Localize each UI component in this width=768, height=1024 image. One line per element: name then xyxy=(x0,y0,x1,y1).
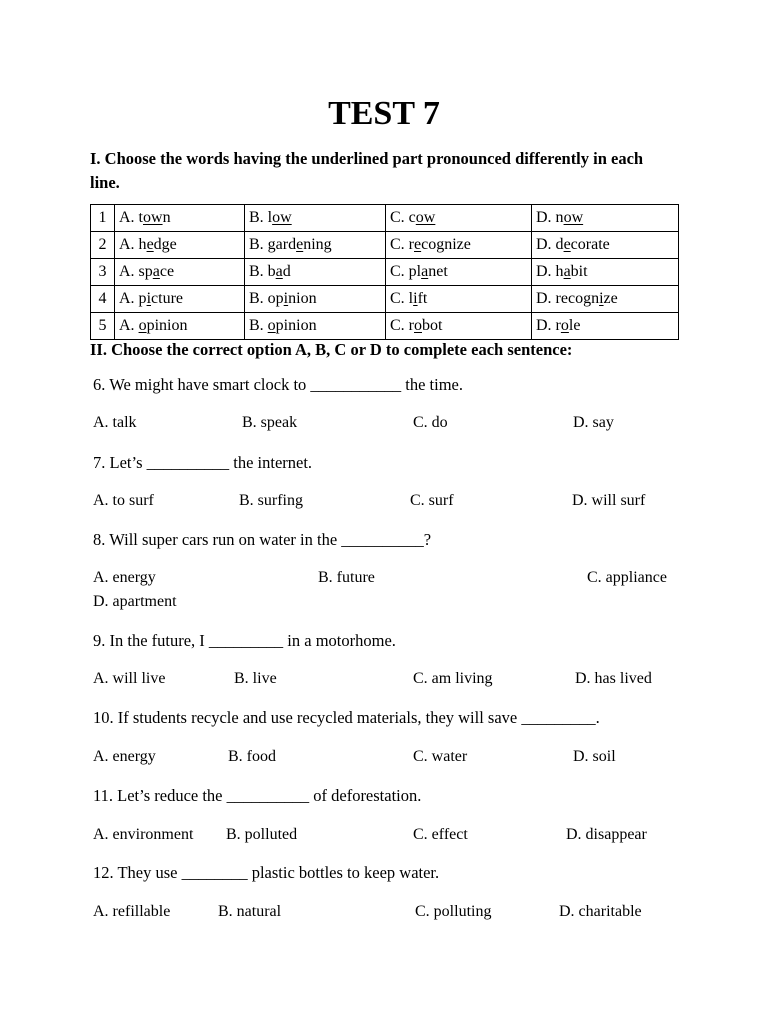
underlined-part: i xyxy=(413,290,418,307)
word-option xyxy=(532,259,679,286)
table-row xyxy=(91,232,679,259)
underlined-part: a xyxy=(421,263,429,280)
word-part: C. c xyxy=(390,209,416,226)
underlined-part: o xyxy=(267,317,276,334)
row-number: 2 xyxy=(91,232,115,259)
word-part: D. n xyxy=(536,209,564,226)
row-number: 1 xyxy=(91,205,115,232)
word-part: nion xyxy=(288,290,317,307)
answer-option: D. has lived xyxy=(575,670,652,687)
word-part: dge xyxy=(153,236,177,253)
answer-option: C. effect xyxy=(413,826,468,843)
question-10: 10. If students recycle and use recycled materials, they will save _________. xyxy=(93,708,600,727)
underlined-part: ow xyxy=(272,209,292,226)
word-part: C. r xyxy=(390,236,414,253)
question-9: 9. In the future, I _________ in a motorhome. xyxy=(93,631,396,650)
underlined-part: ow xyxy=(143,209,163,226)
word-part: corate xyxy=(570,236,610,253)
underlined-part: i xyxy=(283,290,289,307)
word-part: pinion xyxy=(146,317,188,334)
word-part: C. l xyxy=(390,290,414,307)
word-part: net xyxy=(428,263,448,280)
word-part: D. recogn xyxy=(536,290,600,307)
word-part: B. b xyxy=(249,263,276,280)
underlined-part: a xyxy=(563,263,571,280)
answer-option: C. do xyxy=(413,414,448,431)
underlined-part: e xyxy=(146,236,154,253)
word-option xyxy=(115,286,245,313)
answer-option: B. live xyxy=(234,670,277,687)
word-option xyxy=(245,205,386,232)
underlined-part: i xyxy=(599,290,604,307)
word-part: d xyxy=(282,263,291,280)
word-option xyxy=(532,232,679,259)
word-option xyxy=(386,313,532,340)
underlined-part: e xyxy=(296,236,304,253)
question-8: 8. Will super cars run on water in the __________? xyxy=(93,530,432,549)
answer-option: C. am living xyxy=(413,670,493,687)
pronunciation-table xyxy=(90,204,679,340)
word-part: A. h xyxy=(119,236,147,253)
word-part: bit xyxy=(570,263,588,280)
answer-option: D. disappear xyxy=(566,826,647,843)
table-row xyxy=(91,259,679,286)
underlined-part: a xyxy=(152,263,160,280)
answer-option: C. surf xyxy=(410,492,454,509)
row-number: 5 xyxy=(91,313,115,340)
page-title: TEST 7 xyxy=(328,95,440,132)
section-2-heading: II. Choose the correct option A, B, C or D to complete each sentence: xyxy=(90,340,573,359)
answer-option: A. to surf xyxy=(93,492,154,509)
table-row xyxy=(91,313,679,340)
underlined-part: ow xyxy=(415,209,436,226)
underlined-part: e xyxy=(563,236,571,253)
answer-option: D. apartment xyxy=(93,593,177,610)
answer-option: C. water xyxy=(413,748,468,765)
word-option xyxy=(245,286,386,313)
word-option xyxy=(386,232,532,259)
answer-option: D. charitable xyxy=(559,903,642,920)
word-option xyxy=(245,313,386,340)
word-option xyxy=(532,286,679,313)
word-part: D. r xyxy=(536,317,561,334)
question-7: 7. Let’s __________ the internet. xyxy=(93,453,313,472)
underlined-part: e xyxy=(414,236,422,253)
answer-option: B. polluted xyxy=(226,826,298,843)
word-part: pinion xyxy=(275,317,317,334)
answer-option: A. environment xyxy=(93,826,194,843)
word-option xyxy=(532,313,679,340)
answer-option: B. speak xyxy=(242,414,298,431)
answer-option: A. energy xyxy=(93,569,156,586)
underlined-part: o xyxy=(414,317,422,334)
word-option xyxy=(245,232,386,259)
word-part: cture xyxy=(151,290,183,307)
word-part: ft xyxy=(417,290,428,307)
question-11: 11. Let’s reduce the __________ of deforestation. xyxy=(93,786,422,805)
answer-option: C. polluting xyxy=(415,903,492,920)
word-part: le xyxy=(568,317,581,334)
word-part: C. pl xyxy=(390,263,422,280)
question-12: 12. They use ________ plastic bottles to keep water. xyxy=(93,863,440,882)
word-option xyxy=(386,259,532,286)
word-part: cognize xyxy=(421,236,471,253)
word-part: A. t xyxy=(119,209,143,226)
answer-option: D. will surf xyxy=(572,492,646,509)
word-option xyxy=(386,286,532,313)
word-part: ce xyxy=(159,263,175,280)
row-number: 4 xyxy=(91,286,115,313)
word-option xyxy=(386,205,532,232)
question-6: 6. We might have smart clock to ___________ the time. xyxy=(93,375,464,394)
answer-option: A. refillable xyxy=(93,903,171,920)
pronunciation-table-body xyxy=(91,205,679,340)
word-option xyxy=(115,313,245,340)
underlined-part: a xyxy=(275,263,283,280)
word-part: A. xyxy=(119,317,139,334)
word-part: D. h xyxy=(536,263,564,280)
word-option xyxy=(115,259,245,286)
underlined-part: o xyxy=(560,317,569,334)
section-1-heading: I. Choose the words having the underlined part pronounced differently in each line. xyxy=(90,149,644,192)
word-part: B. gard xyxy=(249,236,297,253)
word-part: ze xyxy=(603,290,618,307)
word-part: A. p xyxy=(119,290,147,307)
underlined-part: ow xyxy=(563,209,584,226)
answer-option: B. food xyxy=(228,748,276,765)
word-option xyxy=(245,259,386,286)
word-part: B. xyxy=(249,317,268,334)
answer-option: A. will live xyxy=(93,670,166,687)
table-row xyxy=(91,205,679,232)
word-part: ning xyxy=(303,236,332,253)
word-part: n xyxy=(162,209,171,226)
word-part: B. op xyxy=(249,290,284,307)
table-row xyxy=(91,286,679,313)
word-option xyxy=(532,205,679,232)
answer-option: D. soil xyxy=(573,748,616,765)
word-part: D. d xyxy=(536,236,564,253)
word-option xyxy=(115,205,245,232)
answer-option: C. appliance xyxy=(587,569,667,586)
answer-option: A. energy xyxy=(93,748,156,765)
answer-option: B. surfing xyxy=(239,492,303,509)
word-part: C. r xyxy=(390,317,414,334)
word-part: bot xyxy=(422,317,443,334)
word-part: A. sp xyxy=(119,263,153,280)
answer-option: D. say xyxy=(573,414,614,431)
answer-option: A. talk xyxy=(93,414,137,431)
row-number: 3 xyxy=(91,259,115,286)
word-option xyxy=(115,232,245,259)
underlined-part: i xyxy=(146,290,152,307)
answer-option: B. natural xyxy=(218,903,282,920)
underlined-part: o xyxy=(138,317,147,334)
answer-option: B. future xyxy=(318,569,375,586)
word-part: B. l xyxy=(249,209,273,226)
